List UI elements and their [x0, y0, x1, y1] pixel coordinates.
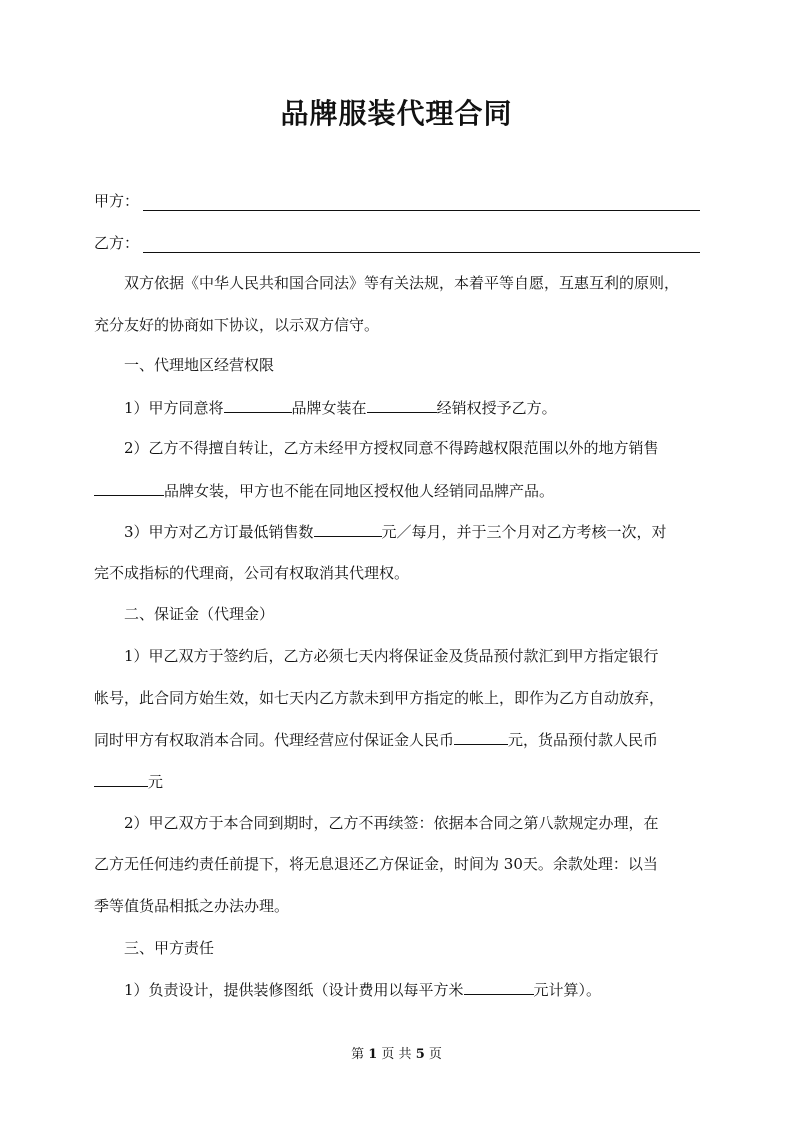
s1-item-1-text-b: 品牌女装在: [291, 399, 367, 417]
min-sales-blank: [314, 521, 382, 537]
s1-item-1-text-a: 1）甲方同意将: [124, 399, 224, 417]
s1-item-3-line-1: [124, 521, 667, 542]
party-b-label: 乙方：: [94, 234, 140, 252]
prepayment-blank: [94, 771, 148, 787]
s1-item-1: [124, 397, 557, 418]
brand-blank: [224, 397, 292, 413]
s2-item-1-line-4: [94, 771, 163, 792]
footer-text-b: 页 共: [377, 1047, 416, 1062]
section-3-heading: 三、甲方责任: [124, 939, 215, 957]
design-fee-blank: [464, 979, 534, 995]
s2-item-2-line-2: 乙方无任何违约责任前提下，将无息退还乙方保证金，时间为 30天。余款处理：以当: [94, 855, 658, 873]
s2-item-1-text-b: 元，货品预付款人民币: [508, 731, 659, 749]
s3-item-1: [124, 979, 601, 1000]
party-b-blank: [143, 236, 700, 253]
s1-item-2-line-1: 2）乙方不得擅自转让，乙方未经甲方授权同意不得跨越权限范围以外的地方销售: [124, 439, 659, 457]
region-blank: [367, 397, 437, 413]
party-a-blank: [143, 194, 700, 211]
s3-item-1-text-b: 元计算）。: [533, 981, 602, 999]
party-b-row: [94, 232, 700, 253]
total-pages: 5: [415, 1047, 425, 1062]
party-a-label: 甲方：: [94, 192, 140, 210]
page-footer: [0, 1043, 793, 1062]
s3-item-1-text-a: 1）负责设计，提供装修图纸（设计费用以每平方米: [124, 981, 464, 999]
deposit-blank: [454, 729, 508, 745]
document-title: 品牌服装代理合同: [280, 97, 513, 130]
s2-item-1-line-2: 帐号，此合同方始生效，如七天内乙方款未到甲方指定的帐上，即作为乙方自动放弃，: [94, 689, 665, 707]
s1-item-3-text-b: 元／每月，并于三个月对乙方考核一次，对: [381, 523, 667, 541]
section-1-heading: 一、代理地区经营权限: [124, 356, 275, 374]
page-number: 1: [368, 1047, 378, 1062]
s1-item-3-text-a: 3）甲方对乙方订最低销售数: [124, 523, 314, 541]
s1-item-1-text-c: 经销权授予乙方。: [436, 399, 557, 417]
footer-text-c: 页: [424, 1047, 442, 1062]
s2-item-1-line-3: [94, 729, 658, 750]
section-2-heading: 二、保证金（代理金）: [124, 605, 275, 623]
brand-blank-2: [94, 480, 164, 496]
s1-item-2-line-2: [94, 480, 554, 501]
intro-line-2: 充分友好的协商如下协议，以示双方信守。: [94, 316, 380, 334]
s2-item-1-text-a: 同时甲方有权取消本合同。代理经营应付保证金人民币: [94, 731, 455, 749]
s1-item-2-line-2-text: 品牌女装，甲方也不能在同地区授权他人经销同品牌产品。: [164, 482, 555, 500]
s2-item-1-line-4-text: 元: [148, 773, 164, 791]
intro-line-1: 双方依据《中华人民共和国合同法》等有关法规，本着平等自愿，互惠互利的原则，: [124, 274, 680, 292]
s2-item-2-line-1: 2）甲乙双方于本合同到期时，乙方不再续签：依据本合同之第八款规定办理，在: [124, 814, 659, 832]
s2-item-2-line-3: 季等值货品相抵之办法办理。: [94, 897, 290, 915]
s1-item-3-line-2: 完不成指标的代理商，公司有权取消其代理权。: [94, 564, 410, 582]
party-a-row: [94, 190, 700, 211]
s2-item-1-line-1: 1）甲乙双方于签约后，乙方必须七天内将保证金及货品预付款汇到甲方指定银行: [124, 647, 659, 665]
footer-text-a: 第: [351, 1047, 369, 1062]
